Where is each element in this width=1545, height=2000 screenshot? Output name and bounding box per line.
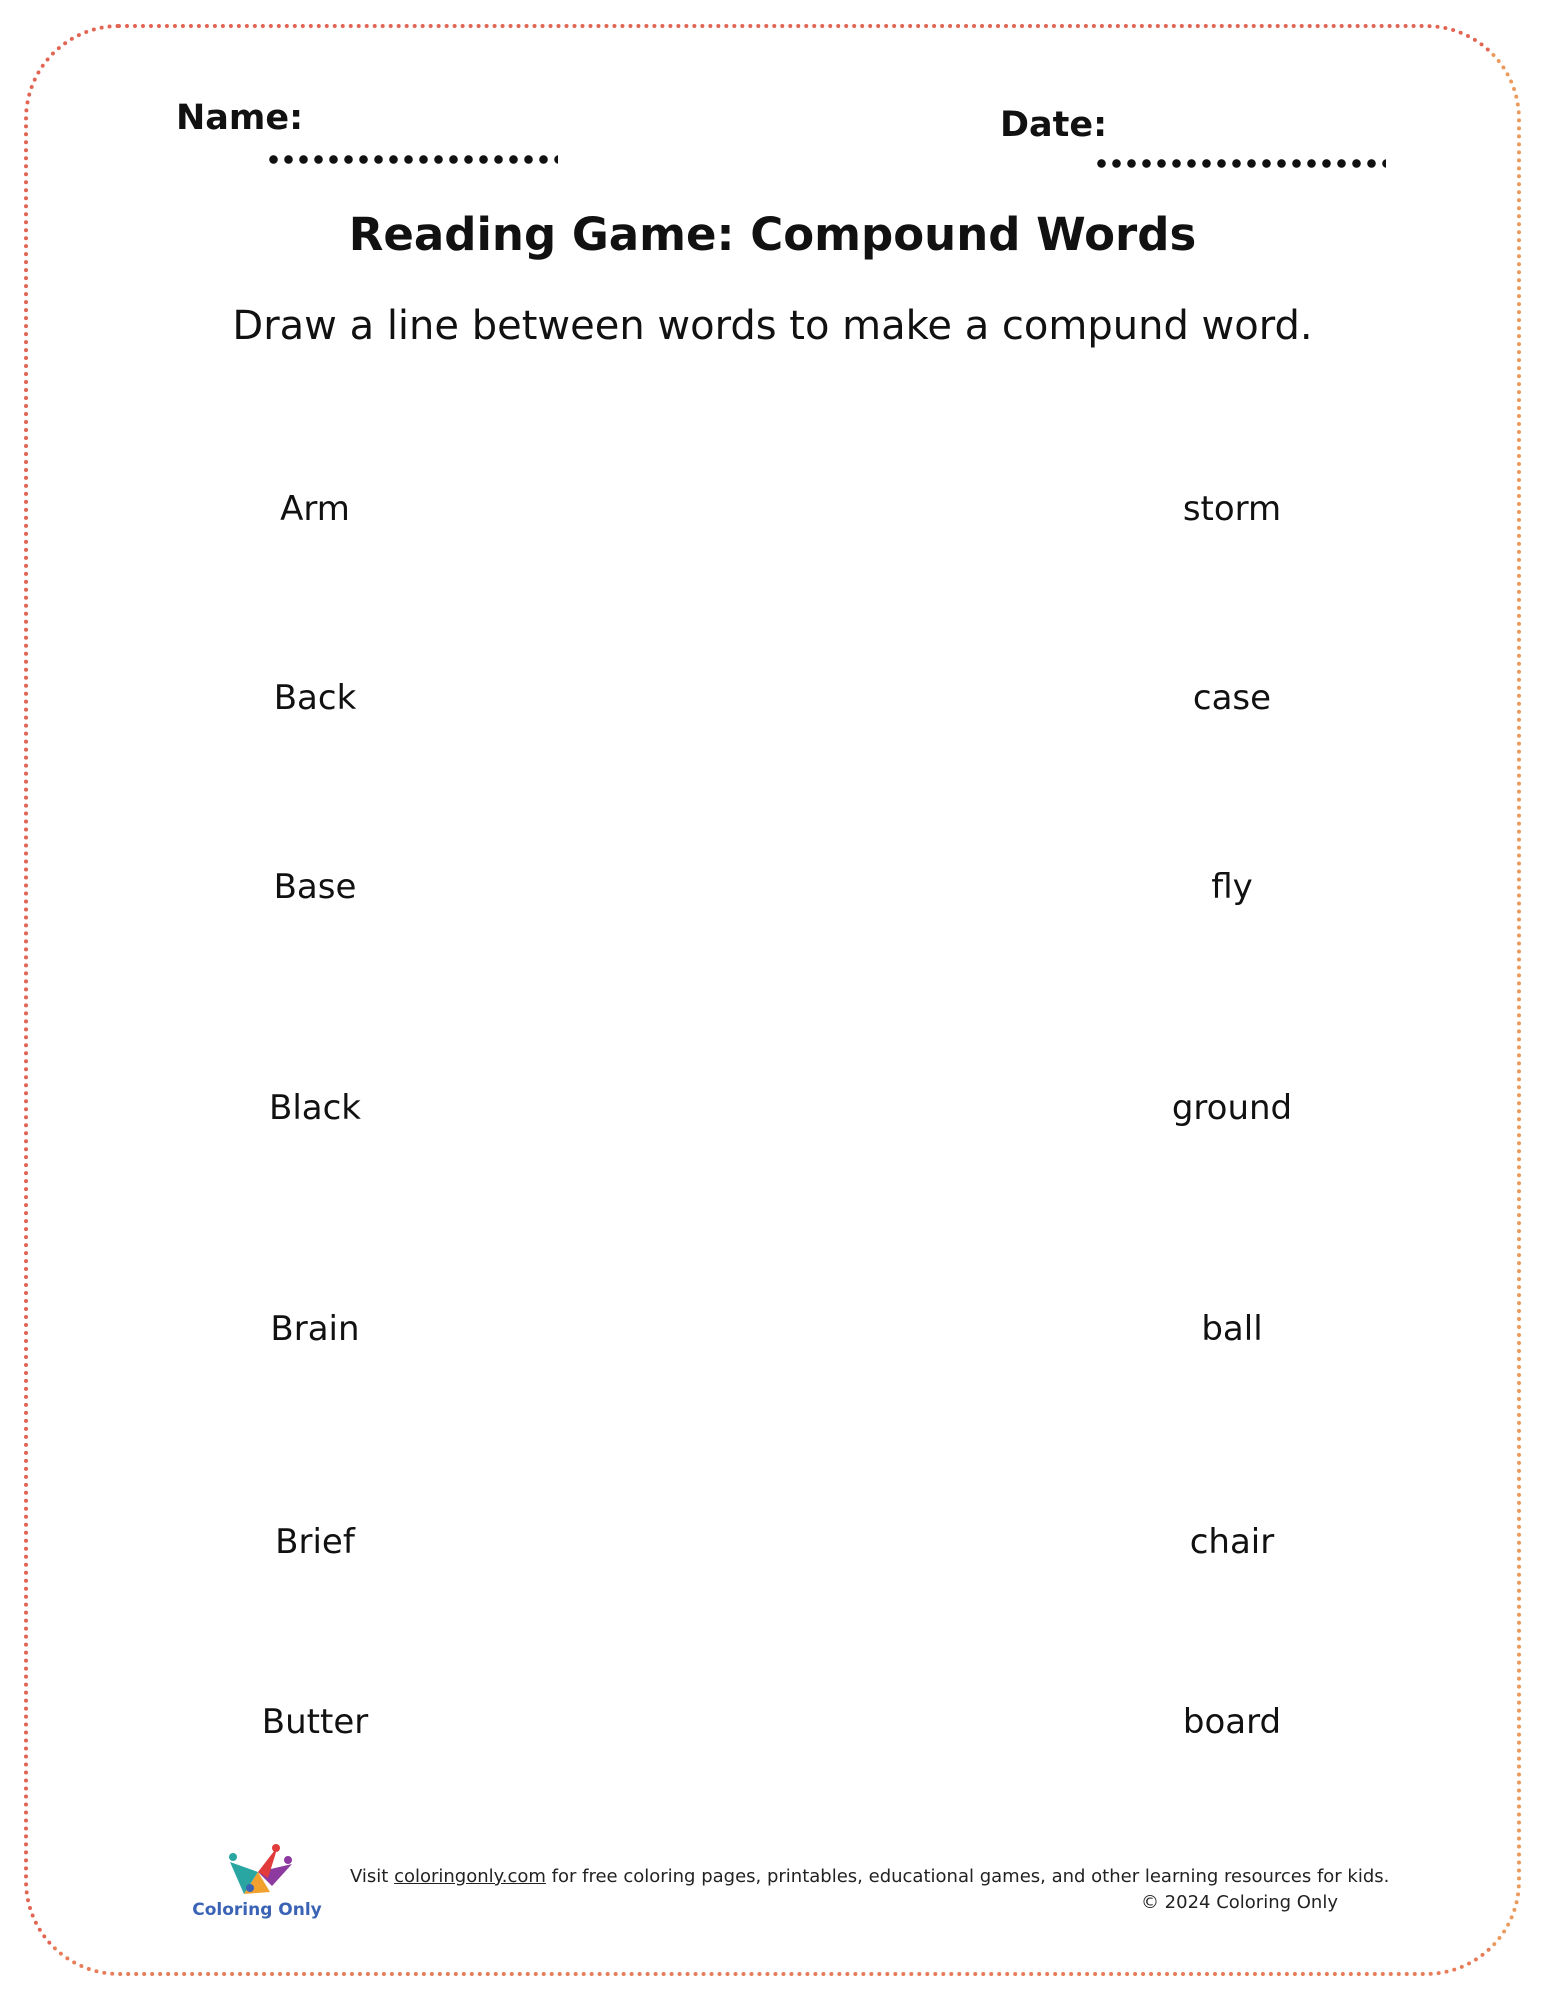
footer-visit-suffix: for free coloring pages, printables, educational games, and other learning resources for kids. (545, 1866, 1390, 1887)
date-field-line[interactable] (1094, 159, 1386, 168)
right-word-storm: storm (1182, 489, 1282, 529)
star-people-icon (220, 1842, 296, 1900)
left-word-brain: Brain (270, 1309, 360, 1349)
right-word-ground: ground (1171, 1088, 1293, 1128)
right-word-board: board (1182, 1702, 1282, 1742)
name-field-line[interactable] (266, 155, 558, 164)
name-label: Name: (176, 98, 304, 138)
footer-visit-prefix: Visit (350, 1866, 395, 1887)
footer-visit-text (350, 1868, 1389, 1886)
right-word-case: case (1192, 678, 1272, 718)
left-word-black: Black (269, 1088, 361, 1128)
right-word-fly: fly (1211, 867, 1253, 907)
left-word-back: Back (273, 678, 357, 718)
logo-text: Coloring Only (192, 1900, 322, 1920)
coloring-only-logo[interactable] (192, 1842, 322, 1922)
copyright-text: © 2024 Coloring Only (1140, 1892, 1338, 1913)
left-word-base: Base (273, 867, 357, 907)
right-word-ball: ball (1201, 1309, 1263, 1349)
instructions-text: Draw a line between words to make a compund word. (232, 303, 1313, 349)
left-word-arm: Arm (280, 489, 350, 529)
date-label: Date: (1000, 105, 1108, 145)
worksheet-title: Reading Game: Compound Words (348, 208, 1197, 261)
right-word-chair: chair (1189, 1522, 1275, 1562)
coloringonly-link[interactable]: coloringonly.com (394, 1866, 546, 1887)
left-word-butter: Butter (261, 1702, 369, 1742)
left-word-brief: Brief (275, 1522, 355, 1562)
